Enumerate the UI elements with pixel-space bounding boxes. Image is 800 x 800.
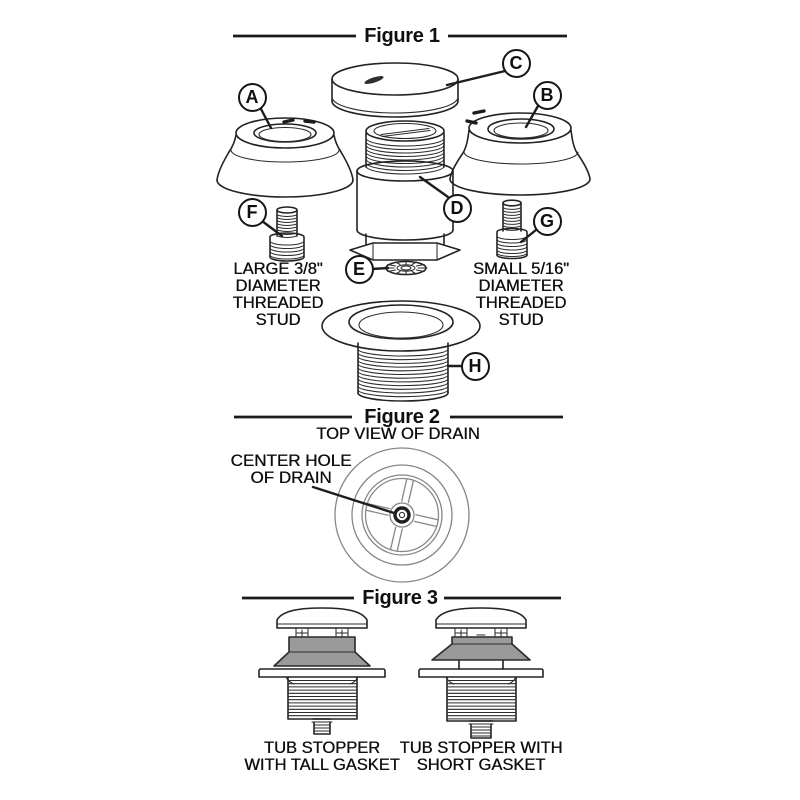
label-h: H xyxy=(461,352,490,381)
center-hole-leader xyxy=(313,487,394,513)
center-hole-callout xyxy=(231,452,352,486)
label-a: A xyxy=(238,83,267,112)
part-b-short-gasket xyxy=(450,111,590,195)
callout-line: CENTER HOLE xyxy=(230,451,352,470)
cap-logo-mark xyxy=(364,74,385,85)
callout-line: OF DRAIN xyxy=(250,468,332,487)
figure2-title: Figure 2 xyxy=(364,406,440,428)
part-h-drain-flange xyxy=(322,301,480,401)
caption-line: DIAMETER xyxy=(235,277,321,295)
label-g: G xyxy=(533,207,562,236)
figure2-subtitle: TOP VIEW OF DRAIN xyxy=(316,425,480,443)
caption-line: WITH TALL GASKET xyxy=(244,756,400,774)
large-stud-caption xyxy=(233,261,324,329)
label-f: F xyxy=(238,198,267,227)
label-b: B xyxy=(533,81,562,110)
small-stud-caption xyxy=(473,261,569,329)
caption-line: SMALL 5/16" xyxy=(472,260,570,278)
caption-line: DIAMETER xyxy=(478,277,564,295)
center-hole xyxy=(395,508,409,522)
figure3-right-stopper xyxy=(419,608,543,738)
caption-line: THREADED xyxy=(232,294,324,312)
caption-line: THREADED xyxy=(475,294,567,312)
caption-line: STUD xyxy=(255,311,301,329)
caption-line: SHORT GASKET xyxy=(416,756,546,774)
caption-line: TUB STOPPER xyxy=(263,739,381,757)
label-d: D xyxy=(443,194,472,223)
figure3-left-stopper xyxy=(259,608,385,734)
part-g-small-stud xyxy=(497,200,527,258)
figure2-drain-top-view xyxy=(335,448,469,582)
caption-line: LARGE 3/8" xyxy=(233,260,323,278)
left-stopper-caption xyxy=(244,740,400,774)
caption-line: STUD xyxy=(498,311,544,329)
part-d-barrel xyxy=(350,121,460,260)
right-stopper-caption xyxy=(400,740,563,774)
caption-line: TUB STOPPER WITH xyxy=(399,739,563,757)
part-f-large-stud xyxy=(270,207,304,261)
part-c-stopper-cap xyxy=(332,63,458,117)
part-a-tall-gasket xyxy=(217,118,353,197)
figure3-title: Figure 3 xyxy=(362,587,438,609)
label-c: C xyxy=(502,49,531,78)
figure1-title: Figure 1 xyxy=(364,25,440,47)
part-e-star-washer xyxy=(385,261,427,275)
label-e: E xyxy=(345,255,374,284)
